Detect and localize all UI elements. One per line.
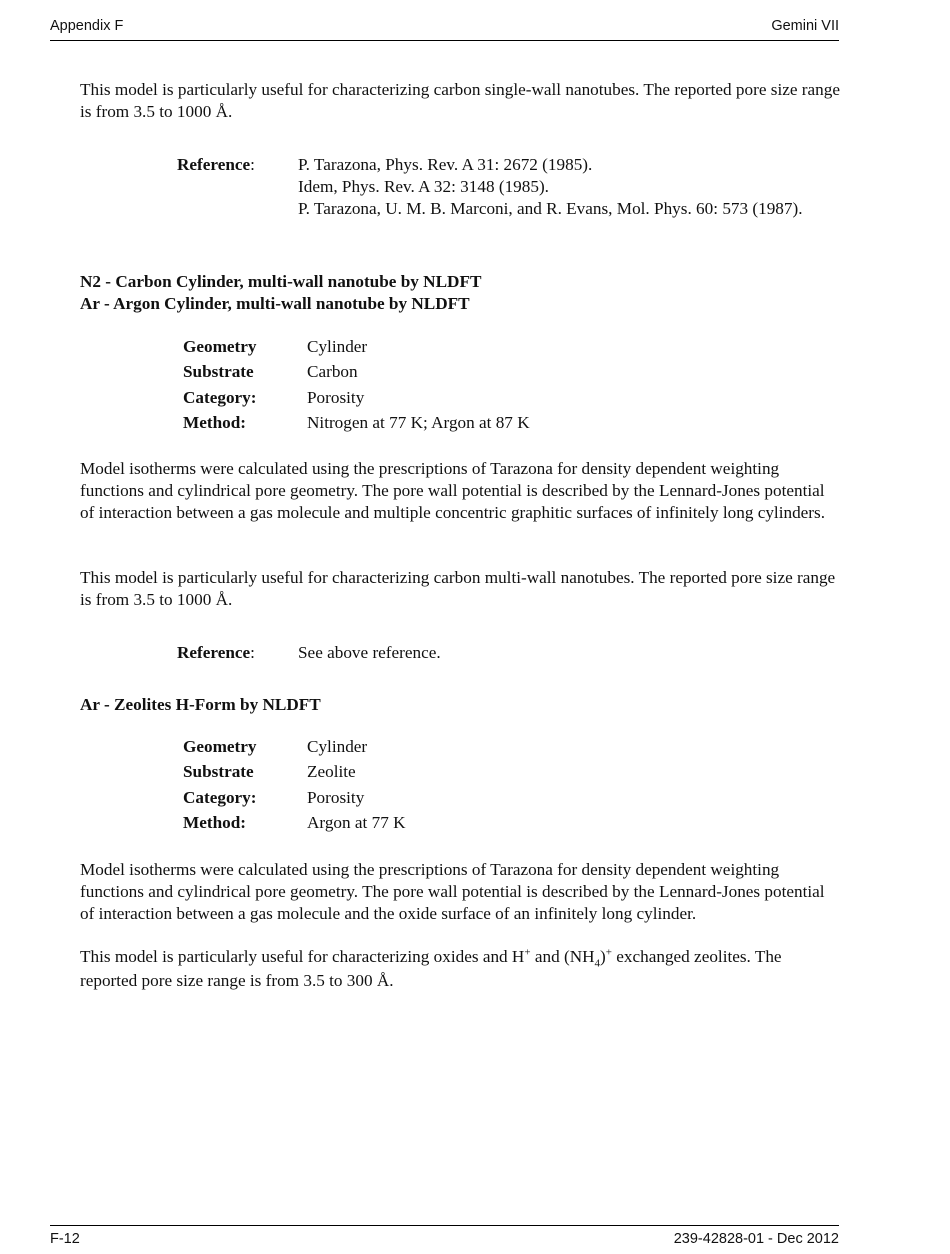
reference-entry: Idem, Phys. Rev. A 32: 3148 (1985). bbox=[298, 177, 549, 196]
running-header bbox=[50, 18, 839, 41]
document-number: 239-42828-01 - Dec 2012 bbox=[673, 1231, 839, 1247]
description-paragraph: This model is particularly useful for characterizing carbon multi-wall nanotubes. The reported pore size range is from 3.5 to 1000 Å. bbox=[80, 568, 836, 609]
property-value: Argon at 77 K bbox=[307, 813, 406, 833]
section-heading: Ar - Argon Cylinder, multi-wall nanotube by NLDFT bbox=[80, 294, 470, 313]
property-value: Cylinder bbox=[307, 337, 368, 356]
reference-label: Reference: bbox=[177, 155, 255, 174]
property-key: Geometry bbox=[183, 337, 257, 356]
header-section-title: Appendix F bbox=[50, 18, 124, 34]
page-number: F-12 bbox=[50, 1231, 80, 1247]
property-value: Porosity bbox=[307, 387, 365, 407]
property-row bbox=[183, 337, 683, 362]
property-value: Carbon bbox=[307, 362, 358, 382]
property-value: Nitrogen at 77 K; Argon at 87 K bbox=[307, 413, 530, 433]
reference-text: See above reference. bbox=[298, 643, 441, 662]
property-key: Geometry bbox=[183, 737, 257, 756]
header-product-name: Gemini VII bbox=[771, 18, 839, 34]
property-row bbox=[183, 413, 683, 438]
reference-label: Reference: bbox=[177, 643, 255, 662]
property-row bbox=[183, 813, 683, 838]
intro-paragraph: This model is particularly useful for characterizing carbon single-wall nanotubes. The reported pore size range is from 3.5 to 1000 Å. bbox=[80, 80, 840, 121]
reference-list bbox=[298, 154, 808, 220]
property-value: Porosity bbox=[307, 787, 365, 807]
property-row bbox=[183, 737, 683, 762]
property-row bbox=[183, 362, 683, 387]
reference-entry: P. Tarazona, Phys. Rev. A 31: 2672 (1985). bbox=[298, 155, 593, 174]
property-value: Zeolite bbox=[307, 762, 356, 782]
description-paragraph: Model isotherms were calculated using the prescriptions of Tarazona for density dependent weighting functions and cylindrical pore geometry. The pore wall potential is described by the Lennard-Jones potential of interaction between a gas molecule and multiple concentric graphitic surfaces of infinitely long cylinders. bbox=[80, 459, 826, 522]
section-heading: N2 - Carbon Cylinder, multi-wall nanotube by NLDFT bbox=[80, 272, 482, 291]
running-footer bbox=[50, 1225, 839, 1250]
property-key: Method: bbox=[183, 813, 247, 833]
description-paragraph: Model isotherms were calculated using the prescriptions of Tarazona for density dependent weighting functions and cylindrical pore geometry. The pore wall potential is described by the Lennard-Jones potential of interaction between a gas molecule and the oxide surface of an infinitely long cylinder. bbox=[80, 860, 825, 923]
model-properties bbox=[183, 737, 683, 839]
model-properties bbox=[183, 337, 683, 439]
section-heading: Ar - Zeolites H-Form by NLDFT bbox=[80, 695, 321, 714]
property-value: Cylinder bbox=[307, 737, 368, 756]
property-key: Category: bbox=[183, 787, 257, 807]
property-row bbox=[183, 788, 683, 813]
property-key: Substrate bbox=[183, 762, 254, 782]
reference-entry: P. Tarazona, U. M. B. Marconi, and R. Evans, Mol. Phys. 60: 573 (1987). bbox=[298, 199, 803, 218]
property-row bbox=[183, 762, 683, 787]
property-key: Category: bbox=[183, 387, 257, 407]
property-row bbox=[183, 388, 683, 413]
property-key: Substrate bbox=[183, 362, 254, 382]
property-key: Method: bbox=[183, 413, 247, 433]
description-paragraph: This model is particularly useful for characterizing oxides and H+ and $(NH_4)^+$ exchanged zeolites. The reported pore size range is from 3.5 to 300 Å. bbox=[80, 946, 782, 990]
